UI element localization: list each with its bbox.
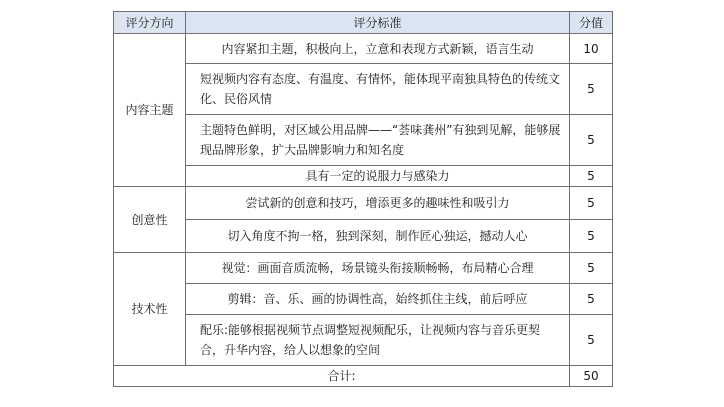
total-row [114, 366, 613, 387]
score-cell: 5 [570, 315, 613, 366]
score-cell: 10 [570, 34, 613, 64]
table-row [114, 220, 613, 253]
criterion-cell: 配乐:能够根据视频节点调整短视频配乐，让视频内容与音乐更契合，升华内容，给人以想象的空间 [186, 315, 570, 366]
criterion-cell: 短视频内容有态度、有温度、有情怀，能体现平南独具特色的传统文化、民俗风情 [186, 64, 570, 115]
criterion-cell: 具有一定的说服力与感染力 [186, 166, 570, 187]
table-row [114, 315, 613, 366]
direction-cell-creativity: 创意性 [114, 187, 186, 253]
table-row [114, 284, 613, 315]
score-cell: 5 [570, 166, 613, 187]
table-row [114, 187, 613, 220]
total-label: 合计: [114, 366, 570, 387]
score-cell: 5 [570, 284, 613, 315]
table-row [114, 64, 613, 115]
header-score: 分值 [570, 12, 613, 34]
direction-cell-technique: 技术性 [114, 253, 186, 366]
table-row [114, 166, 613, 187]
score-cell: 5 [570, 253, 613, 284]
score-cell: 5 [570, 115, 613, 166]
criterion-cell: 内容紧扣主题，积极向上，立意和表现方式新颖，语言生动 [186, 34, 570, 64]
total-score: 50 [570, 366, 613, 387]
table-header-row [114, 12, 613, 34]
criterion-cell: 切入角度不拘一格，独到深刻，制作匠心独运，撼动人心 [186, 220, 570, 253]
criterion-cell: 主题特色鲜明，对区域公用品牌——“荟味龚州”有独到见解，能够展现品牌形象，扩大品牌影响力和知名度 [186, 115, 570, 166]
header-criteria: 评分标准 [186, 12, 570, 34]
score-cell: 5 [570, 64, 613, 115]
score-cell: 5 [570, 220, 613, 253]
criterion-cell: 尝试新的创意和技巧，增添更多的趣味性和吸引力 [186, 187, 570, 220]
criterion-cell: 视觉：画面音质流畅，场景镜头衔接顺畅畅，布局精心合理 [186, 253, 570, 284]
table-row [114, 34, 613, 64]
scoring-table [113, 11, 613, 387]
score-cell: 5 [570, 187, 613, 220]
table-row [114, 115, 613, 166]
header-direction: 评分方向 [114, 12, 186, 34]
criterion-cell: 剪辑：音、乐、画的协调性高，始终抓住主线，前后呼应 [186, 284, 570, 315]
table-row [114, 253, 613, 284]
direction-cell-content: 内容主题 [114, 34, 186, 187]
